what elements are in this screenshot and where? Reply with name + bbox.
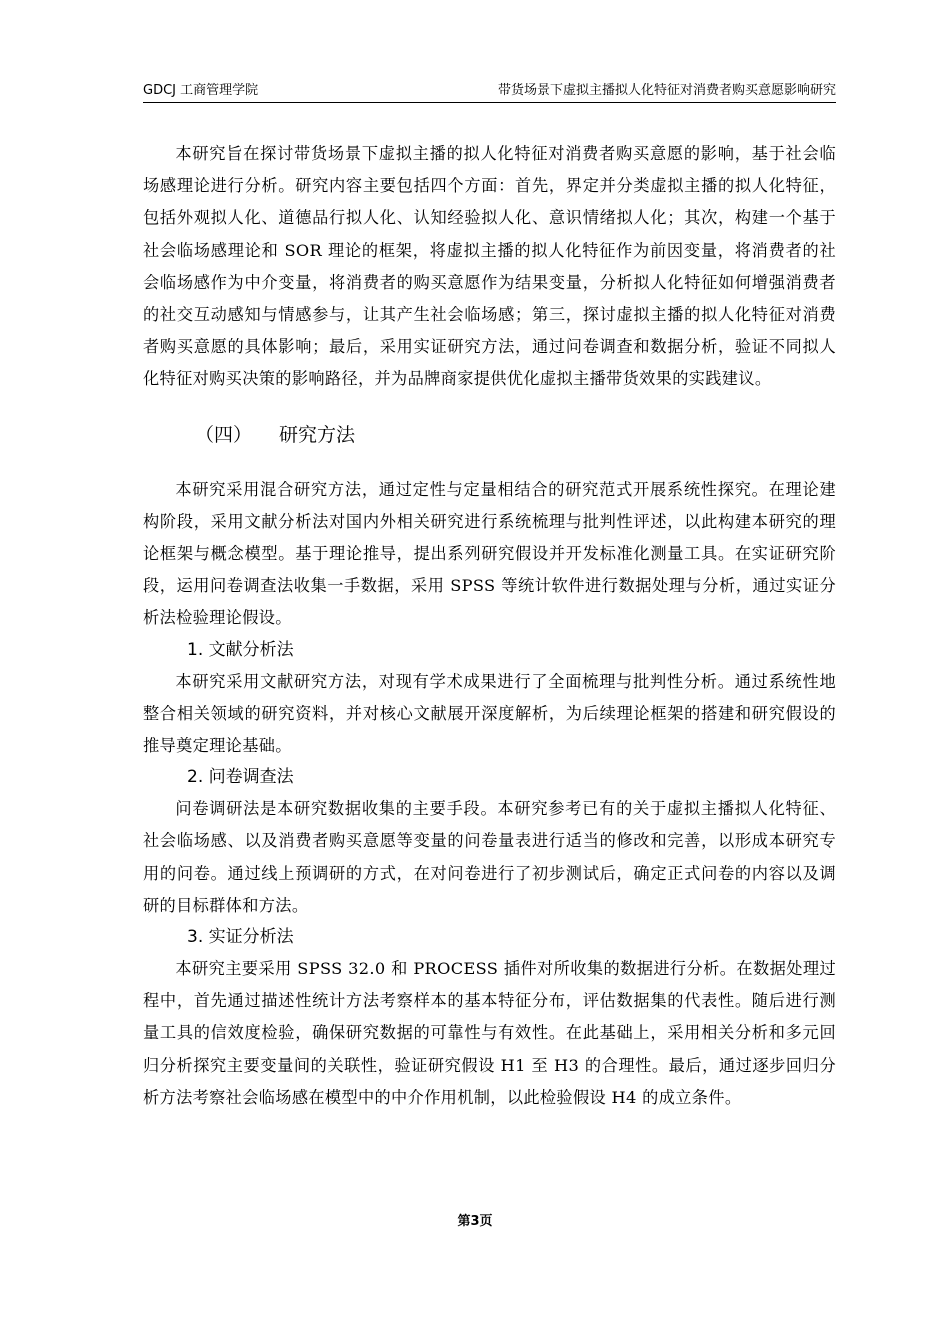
method-heading-questionnaire: 2. 问卷调查法 (187, 767, 294, 788)
method-heading-empirical: 3. 实证分析法 (187, 927, 294, 948)
method-heading-literature: 1. 文献分析法 (187, 639, 294, 660)
page-body (143, 138, 836, 1114)
header-thesis-title: 带货场景下虚拟主播拟人化特征对消费者购买意愿影响研究 (497, 83, 836, 98)
page-number: 第3页 (457, 1214, 493, 1229)
section-number: （四） (195, 423, 253, 446)
method-paragraph-literature: 本研究采用文献研究方法，对现有学术成果进行了全面梳理与批判性分析。通过系统性地整合相关领域的研究资料，并对核心文献展开深度解析，为后续理论框架的搭建和研究假设的推导奠定理论基础。 (143, 671, 836, 756)
section-title: 研究方法 (279, 423, 356, 446)
page-header (143, 76, 836, 103)
section-heading (143, 420, 836, 450)
intro-paragraph: 本研究旨在探讨带货场景下虚拟主播的拟人化特征对消费者购买意愿的影响，基于社会临场感理论进行分析。研究内容主要包括四个方面：首先，界定并分类虚拟主播的拟人化特征，包括外观拟人化、道德品行拟人化、认知经验拟人化、意识情绪拟人化；其次，构建一个基于社会临场感理论和 SOR 理论的框架，将虚拟主播的拟人化特征作为前因变量，将消费者的社会临场感作为中介变量，将消费者的购买意愿作为结果变量，分析拟人化特征如何增强消费者的社交互动感知与情感参与，让其产生社会临场感；第三，探讨虚拟主播的拟人化特征对消费者购买意愿的具体影响；最后，采用实证研究方法，通过问卷调查和数据分析，验证不同拟人化特征对购买决策的影响路径，并为品牌商家提供优化虚拟主播带货效果的实践建议。 (143, 144, 836, 389)
method-paragraph-empirical: 本研究主要采用 SPSS 32.0 和 PROCESS 插件对所收集的数据进行分析。在数据处理过程中，首先通过描述性统计方法考察样本的基本特征分布，评估数据集的代表性。随后进行测量工具的信效度检验，确保研究数据的可靠性与有效性。在此基础上，采用相关分析和多元回归分析探究主要变量间的关联性，验证研究假设 H1 至 H3 的合理性。最后，通过逐步回归分析方法考察社会临场感在模型中的中介作用机制，以此检验假设 H4 的成立条件。 (143, 959, 836, 1107)
header-institution: GDCJ 工商管理学院 (143, 83, 259, 98)
section-paragraph: 本研究采用混合研究方法，通过定性与定量相结合的研究范式开展系统性探究。在理论建构阶段，采用文献分析法对国内外相关研究进行系统梳理与批判性评述，以此构建本研究的理论框架与概念模型。基于理论推导，提出系列研究假设并开发标准化测量工具。在实证研究阶段，运用问卷调查法收集一手数据，采用 SPSS 等统计软件进行数据处理与分析，通过实证分析法检验理论假设。 (143, 479, 836, 628)
method-paragraph-questionnaire: 问卷调研法是本研究数据收集的主要手段。本研究参考已有的关于虚拟主播拟人化特征、社会临场感、以及消费者购买意愿等变量的问卷量表进行适当的修改和完善，以形成本研究专用的问卷。通过线上预调研的方式，在对问卷进行了初步测试后，确定正式问卷的内容以及调研的目标群体和方法。 (143, 799, 836, 915)
